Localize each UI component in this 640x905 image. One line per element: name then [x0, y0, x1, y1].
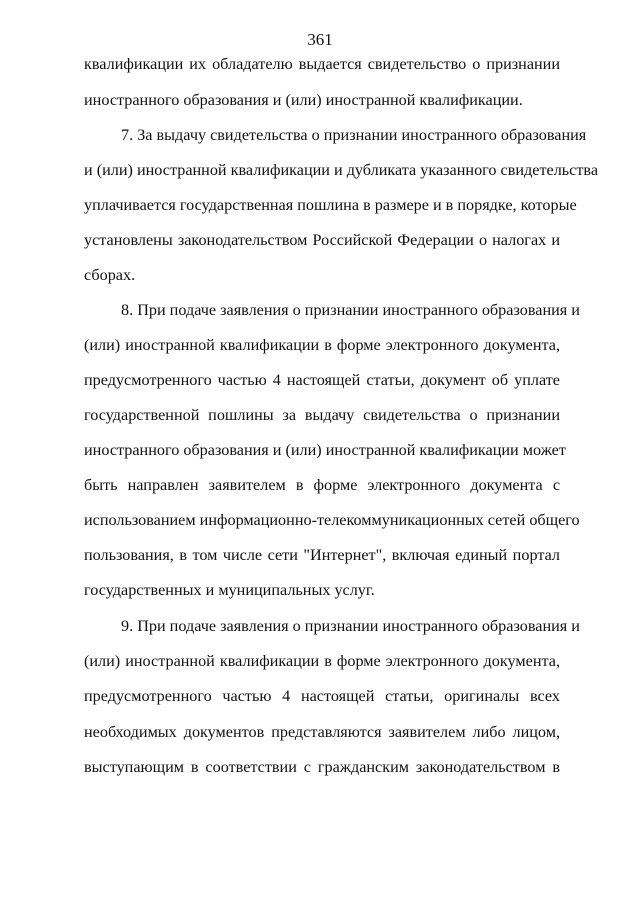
text-line: быть направлен заявителем в форме электронного документа с	[84, 476, 560, 494]
text-line: 9. При подаче заявления о признании иностранного образования и	[121, 617, 580, 635]
text-line: иностранного образования и (или) иностранной квалификации может	[84, 441, 566, 459]
text-line: квалификации их обладателю выдается свидетельство о признании	[84, 55, 560, 73]
text-line: использованием информационно-телекоммуникационных сетей общего	[84, 511, 580, 529]
text-line: необходимых документов представляются заявителем либо лицом,	[84, 723, 560, 741]
text-line: и (или) иностранной квалификации и дубликата указанного свидетельства	[84, 161, 599, 179]
text-line: предусмотренного частью 4 настоящей статьи, оригиналы всех	[84, 687, 560, 705]
text-line: предусмотренного частью 4 настоящей статьи, документ об уплате	[84, 371, 560, 389]
text-line: сборах.	[84, 266, 136, 284]
text-line: установлены законодательством Российской Федерации о налогах и	[84, 231, 560, 249]
text-line: (или) иностранной квалификации в форме электронного документа,	[84, 336, 560, 354]
text-line: уплачивается государственная пошлина в размере и в порядке, которые	[84, 196, 577, 214]
text-line: (или) иностранной квалификации в форме электронного документа,	[84, 652, 560, 670]
text-line: государственных и муниципальных услуг.	[84, 581, 375, 599]
page-number: 361	[307, 30, 333, 49]
text-line: выступающим в соответствии с гражданским законодательством в	[84, 758, 560, 776]
text-line: 8. При подаче заявления о признании иностранного образования и	[121, 301, 580, 319]
text-line: иностранного образования и (или) иностранной квалификации.	[84, 91, 523, 109]
text-line: пользования, в том числе сети "Интернет", включая единый портал	[84, 546, 560, 564]
text-line: государственной пошлины за выдачу свидетельства о признании	[84, 406, 560, 424]
text-line: 7. За выдачу свидетельства о признании иностранного образования	[121, 126, 587, 144]
